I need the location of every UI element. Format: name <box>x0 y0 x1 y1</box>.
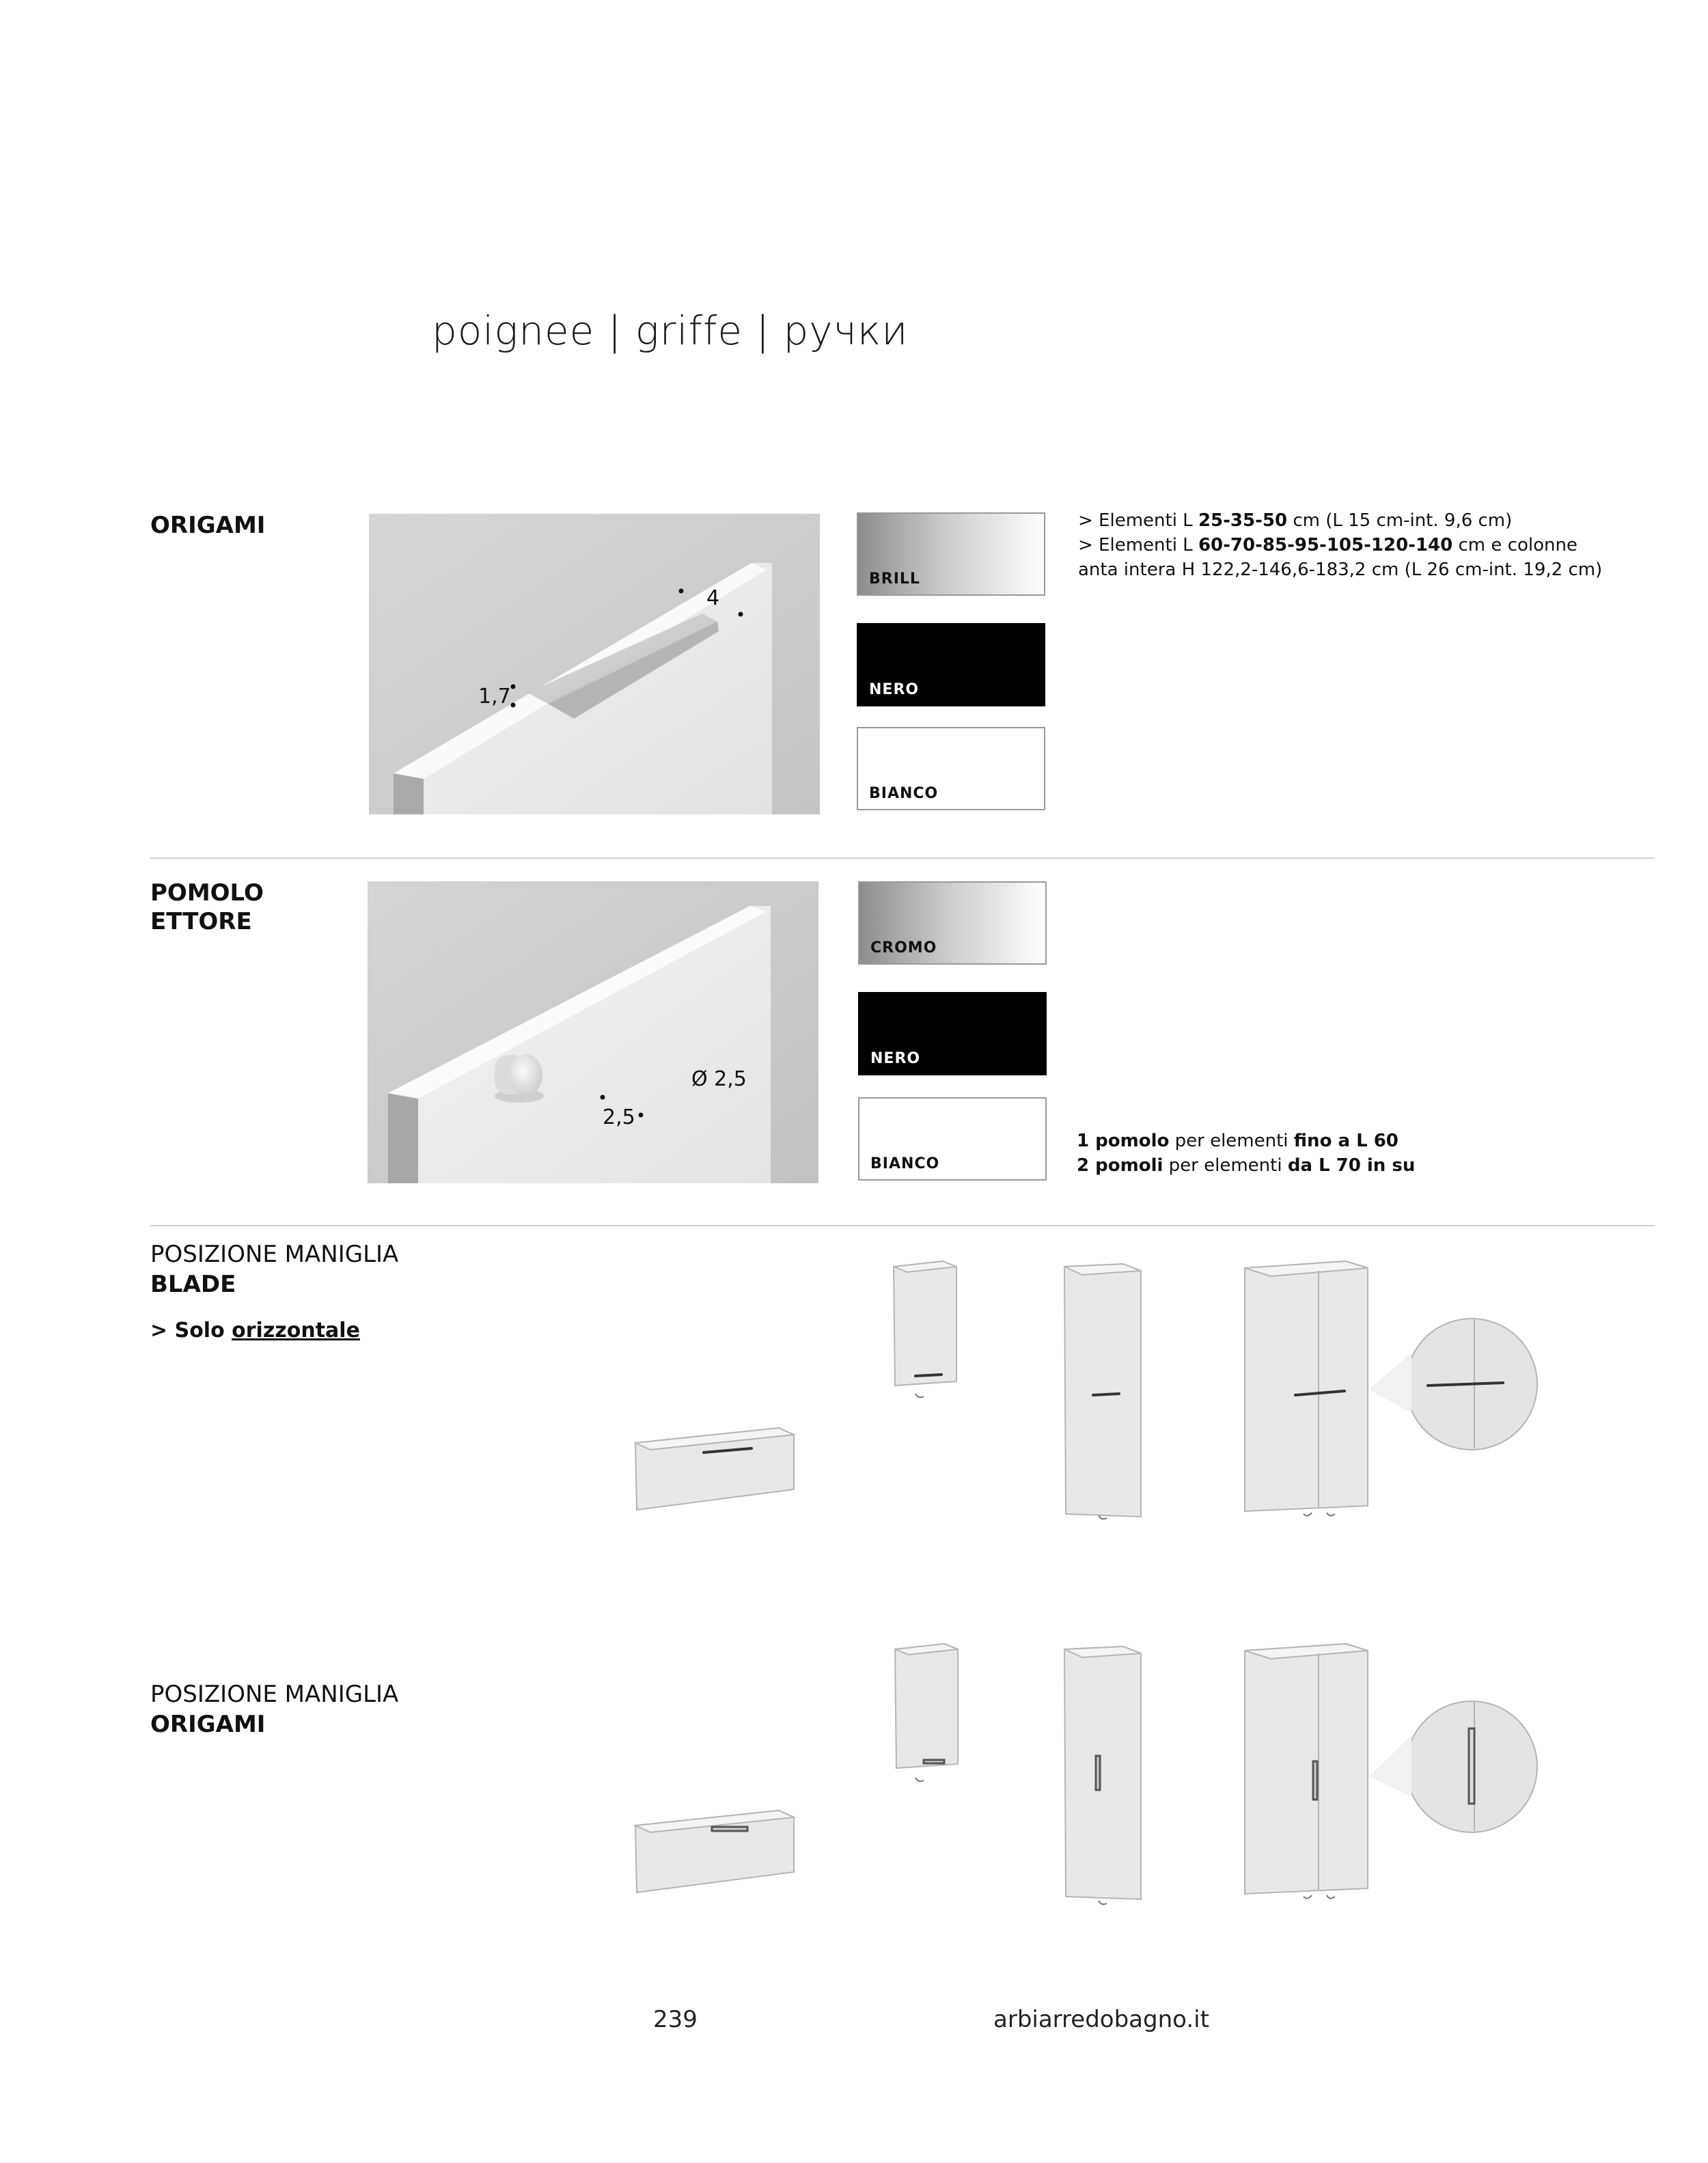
spec-text: > Elementi L <box>1078 535 1198 555</box>
pomolo-label <box>150 879 264 936</box>
origami-width-dimension: 4 <box>706 586 720 610</box>
swatch-label: BIANCO <box>870 1155 940 1172</box>
note-text: > Solo <box>150 1319 232 1342</box>
swatch-bianco[interactable] <box>857 727 1045 810</box>
blade-position-diagram <box>615 1250 1571 1537</box>
swatch-nero[interactable] <box>857 623 1045 706</box>
swatch-cromo[interactable] <box>858 881 1047 965</box>
note-bold: da L 70 in su <box>1287 1155 1416 1176</box>
pomolo-note <box>1077 1129 1415 1178</box>
origami-spec <box>1078 508 1602 582</box>
orientation-link[interactable]: orizzontale <box>232 1319 360 1342</box>
pomolo-label-line: ETTORE <box>150 908 252 935</box>
swatch-bianco[interactable] <box>858 1097 1047 1181</box>
pomolo-label-line: POMOLO <box>150 879 264 907</box>
swatch-label: BRILL <box>869 570 920 588</box>
position-heading: POSIZIONE MANIGLIA <box>150 1241 399 1268</box>
swatch-label: NERO <box>870 1050 921 1067</box>
pomolo-depth-dimension: 2,5 <box>603 1105 635 1129</box>
position-origami-label <box>150 1679 398 1739</box>
position-handle-name: ORIGAMI <box>150 1711 266 1738</box>
page-title: poignee | griffe | ручки <box>432 307 909 354</box>
swatch-nero[interactable] <box>858 992 1047 1075</box>
swatch-label: NERO <box>869 681 920 698</box>
note-text: per elementi <box>1163 1155 1288 1176</box>
note-text: per elementi <box>1169 1131 1294 1151</box>
spec-text: anta intera H 122,2-146,6-183,2 cm (L 26 cm-int. 19,2 cm) <box>1078 560 1603 580</box>
note-bold: 1 pomolo <box>1077 1131 1170 1151</box>
spec-sizes: 25-35-50 <box>1198 510 1288 531</box>
swatch-brill[interactable] <box>857 512 1045 596</box>
spec-text: > Elementi L <box>1078 510 1198 531</box>
swatch-label: BIANCO <box>869 785 939 802</box>
position-handle-name: BLADE <box>150 1271 236 1298</box>
section-divider <box>150 857 1655 859</box>
origami-label: ORIGAMI <box>150 512 266 539</box>
swatch-label: CROMO <box>870 939 937 956</box>
note-bold: fino a L 60 <box>1293 1131 1399 1151</box>
spec-text: cm (L 15 cm-int. 9,6 cm) <box>1287 510 1513 531</box>
pomolo-knob-photo <box>368 881 818 1183</box>
pomolo-dimension-dots <box>594 1086 649 1127</box>
section-divider <box>150 1225 1655 1226</box>
pomolo-knob-illustration <box>368 881 818 1183</box>
wall-unit <box>894 1261 956 1386</box>
note-bold: 2 pomoli <box>1077 1155 1163 1176</box>
origami-position-diagram <box>615 1633 1571 1920</box>
origami-thickness-dimension: 1,7 <box>478 685 511 708</box>
origami-dimension-dots <box>506 584 752 714</box>
blade-orientation-note <box>150 1319 360 1342</box>
page-number: 239 <box>653 2006 698 2033</box>
website-link[interactable]: arbiarredobagno.it <box>993 2006 1209 2033</box>
position-heading: POSIZIONE MANIGLIA <box>150 1681 399 1708</box>
spec-text: cm e colonne <box>1452 535 1578 555</box>
position-blade-label <box>150 1239 398 1299</box>
spec-sizes: 60-70-85-95-105-120-140 <box>1198 535 1453 555</box>
pomolo-diameter-dimension: Ø 2,5 <box>691 1067 747 1091</box>
